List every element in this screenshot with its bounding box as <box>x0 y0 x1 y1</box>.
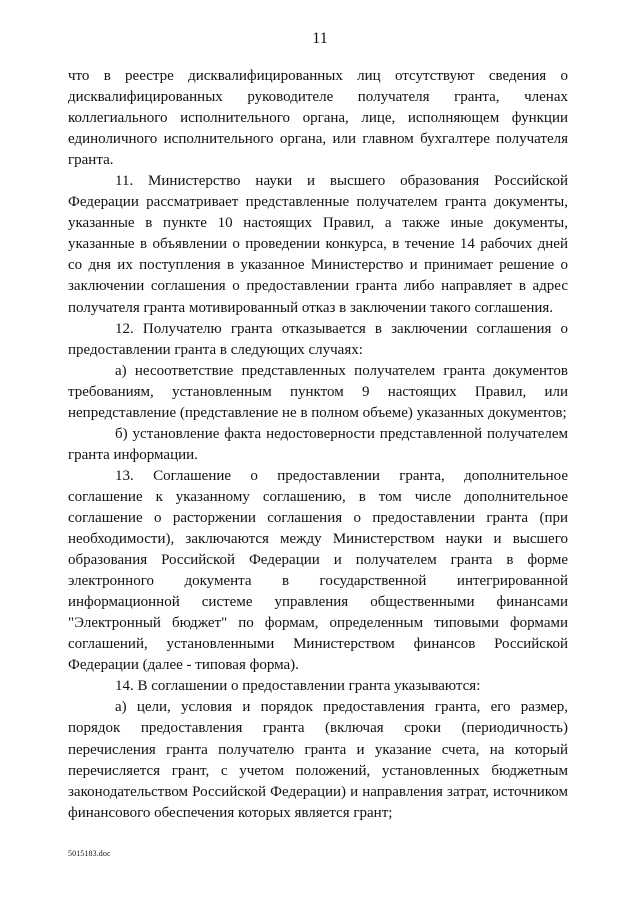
paragraph: 12. Получателю гранта отказывается в заключении соглашения о предоставлении гранта в следующих случаях: <box>68 320 568 358</box>
page-number: 11 <box>312 30 328 47</box>
paragraph: б) установление факта недостоверности представленной получателем гранта информации. <box>68 425 568 463</box>
paragraph: 14. В соглашении о предоставлении гранта указываются: <box>115 678 481 695</box>
document-body <box>68 66 568 824</box>
paragraph: а) цели, условия и порядок предоставления гранта, его размер, порядок предоставления гранта (включая сроки (периодичность) перечисления гранта получателю гранта и указание счета, на который перечисляется грант, с учетом положений, установленных бюджетным законодательством Российской Федерации) и направления затрат, источником финансового обеспечения которых является грант; <box>68 699 568 821</box>
paragraph: 13. Соглашение о предоставлении гранта, дополнительное соглашение к указанному соглашению, в том числе дополнительное соглашение о расторжении соглашения о предоставлении гранта (при необходимости), заключаются между Министерством науки и высшего образования Российской Федерации и получателем гранта в форме электронного документа в государственной интегрированной информационной системе управления общественными финансами "Электронный бюджет" по формам, определенным типовыми формами соглашений, установленными Министерством финансов Российской Федерации (далее - типовая форма). <box>68 467 568 674</box>
paragraph: 11. Министерство науки и высшего образования Российской Федерации рассматривает представленные получателем гранта документы, указанные в пункте 10 настоящих Правил, а также иные документы, указанные в объявлении о проведении конкурса, в течение 14 рабочих дней со дня их поступления в указанное Министерство и принимает решение о заключении соглашения о предоставлении гранта либо направляет в адрес получателя гранта мотивированный отказ в заключении такого соглашения. <box>68 173 568 316</box>
footer-filename: 5015183.doc <box>68 849 111 858</box>
paragraph: а) несоответствие представленных получателем гранта документов требованиям, установленным пунктом 9 настоящих Правил, или непредставление (представление не в полном объеме) указанных документов; <box>68 362 568 421</box>
paragraph: что в реестре дисквалифицированных лиц отсутствуют сведения о дисквалифицированных руководителе получателя гранта, членах коллегиального исполнительного органа, лице, исполняющем функции единоличного исполнительного органа, или главном бухгалтере получателя гранта. <box>68 68 568 169</box>
